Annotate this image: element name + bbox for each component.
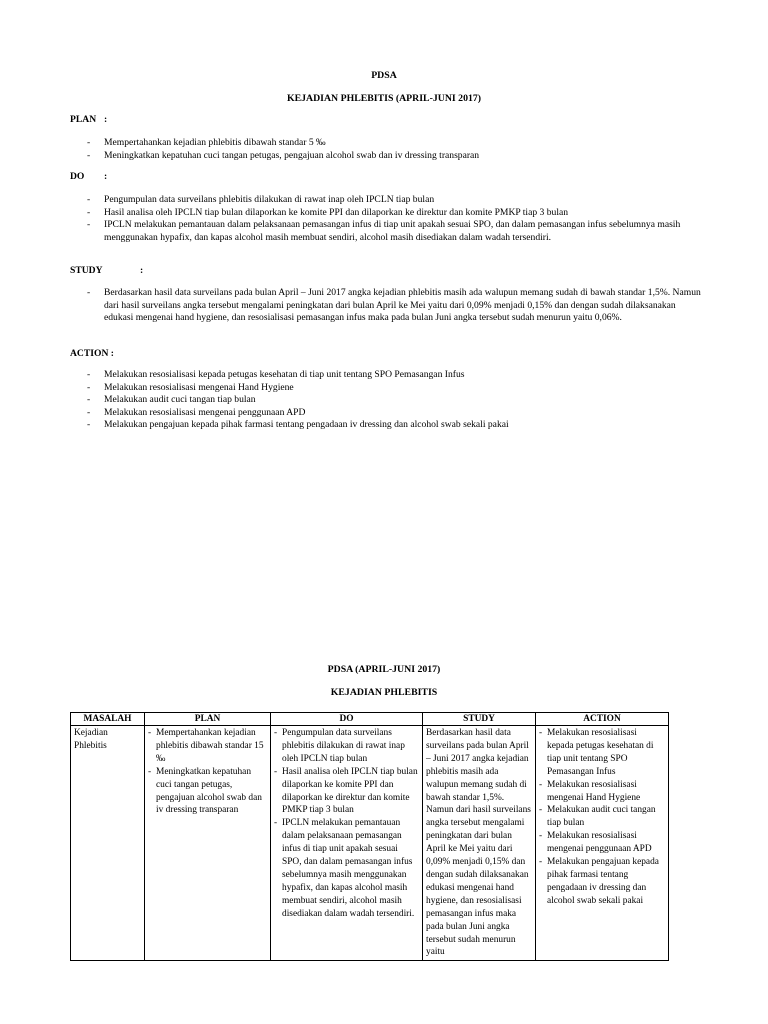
list-item: - Meningkatkan kepatuhan cuci tangan petugas, pengajuan alcohol swab dan iv dressing transparan [87,150,707,163]
header-study: STUDY [423,713,536,726]
list-item: - Pengumpulan data surveilans phlebitis dilakukan di rawat inap oleh IPCLN tiap bulan [274,727,419,766]
action-heading: ACTION : [70,348,114,359]
plan-list [87,137,707,162]
list-item: - IPCLN melakukan pemantauan dalam pelaksanaan pemasangan infus di tiap unit apakah sesuai SPO, dan dalam pemasangan infus sebelumnya masih menggunakan hypafix, dan kapas alcohol masih membuat sendiri, alcohol masih disediakan dalam wadah tersendiri. [274,817,419,920]
list-item: - Pengumpulan data surveilans phlebitis dilakukan di rawat inap oleh IPCLN tiap bulan [87,194,707,207]
list-item: - Melakukan resosialisasi mengenai penggunaan APD [539,830,665,856]
list-item: - Melakukan resosialisasi kepada petugas kesehatan di tiap unit tentang SPO Pemasangan Infus [539,727,665,779]
pdsa-table [70,712,669,961]
cell-do [271,726,423,961]
study-heading-colon: : [140,265,144,276]
header-masalah: MASALAH [71,713,145,726]
list-item: - Hasil analisa oleh IPCLN tiap bulan dilaporkan ke komite PPI dan dilaporkan ke direktur dan komite PMKP tiap 3 bulan [274,766,419,818]
doc-title: PDSA [371,70,397,81]
plan-heading-label: PLAN [70,114,97,125]
list-item: - Mempertahankan kejadian phlebitis dibawah standar 5 ‰ [87,137,707,150]
header-plan: PLAN [145,713,271,726]
list-item: - Meningkatkan kepatuhan cuci tangan petugas, pengajuan alcohol swab dan iv dressing transparan [148,766,267,818]
table-section-title: PDSA (APRIL-JUNI 2017) [327,664,441,675]
cell-plan [145,726,271,961]
list-item: - Melakukan audit cuci tangan tiap bulan [539,804,665,830]
cell-masalah: Kejadian Phlebitis [71,726,145,961]
list-item: - Melakukan resosialisasi mengenai Hand Hygiene [87,382,707,395]
do-heading-label: DO [70,171,85,182]
list-item: - Melakukan audit cuci tangan tiap bulan [87,394,707,407]
table-row [71,726,669,961]
header-action: ACTION [536,713,669,726]
list-item: - Melakukan resosialisasi mengenai Hand Hygiene [539,779,665,805]
list-item: - Berdasarkan hasil data surveilans pada bulan April – Juni 2017 angka kejadian phlebitis masih ada walupun memang sudah di bawah standar 1,5%. Namun dari hasil surveilans angka tersebut mengalami peningkatan dari bulan April ke Mei yaitu dari 0,09% menjadi 0,15% dan dengan sudah dilaksanakan edukasi mengenai hand hygiene, dan resosialisasi pemasangan infus maka pada bulan Juni angka tersebut sudah menurun yaitu 0,06%. [87,287,707,325]
list-item: - Melakukan pengajuan kepada pihak farmasi tentang pengadaan iv dressing dan alcohol swab sekali pakai [87,419,707,432]
do-list [87,194,707,244]
list-item: - Melakukan pengajuan kepada pihak farmasi tentang pengadaan iv dressing dan alcohol swab sekali pakai [539,856,665,908]
plan-heading [70,114,108,125]
list-item: - Mempertahankan kejadian phlebitis dibawah standar 15 ‰ [148,727,267,766]
header-do: DO [271,713,423,726]
table-header-row [71,713,669,726]
plan-heading-colon: : [104,114,108,125]
cell-action [536,726,669,961]
table-section-subtitle: KEJADIAN PHLEBITIS [330,687,438,698]
action-list [87,369,707,432]
doc-subtitle: KEJADIAN PHLEBITIS (APRIL-JUNI 2017) [286,93,482,104]
study-heading-label: STUDY [70,265,103,276]
do-heading [70,171,108,182]
do-heading-colon: : [104,171,108,182]
cell-study: Berdasarkan hasil data surveilans pada bulan April – Juni 2017 angka kejadian phlebitis masih ada walupun memang sudah di bawah standar 1,5%. Namun dari hasil surveilans angka tersebut mengalami peningkatan dari bulan April ke Mei yaitu dari 0,09% menjadi 0,15% dan dengan sudah dilaksanakan edukasi mengenai hand hygiene, dan resosialisasi pemasangan infus maka pada bulan Juni angka tersebut sudah menurun yaitu [423,726,536,961]
list-item: - IPCLN melakukan pemantauan dalam pelaksanaan pemasangan infus di tiap unit apakah sesuai SPO, dan dalam pemasangan infus sebelumnya masih menggunakan hypafix, dan kapas alcohol masih membuat sendiri, alcohol masih disediakan dalam wadah tersendiri. [87,219,707,244]
study-list [87,287,707,325]
list-item: - Melakukan resosialisasi kepada petugas kesehatan di tiap unit tentang SPO Pemasangan Infus [87,369,707,382]
list-item: - Hasil analisa oleh IPCLN tiap bulan dilaporkan ke komite PPI dan dilaporkan ke direktur dan komite PMKP tiap 3 bulan [87,207,707,220]
study-heading [70,265,144,276]
list-item: - Melakukan resosialisasi mengenai penggunaan APD [87,407,707,420]
